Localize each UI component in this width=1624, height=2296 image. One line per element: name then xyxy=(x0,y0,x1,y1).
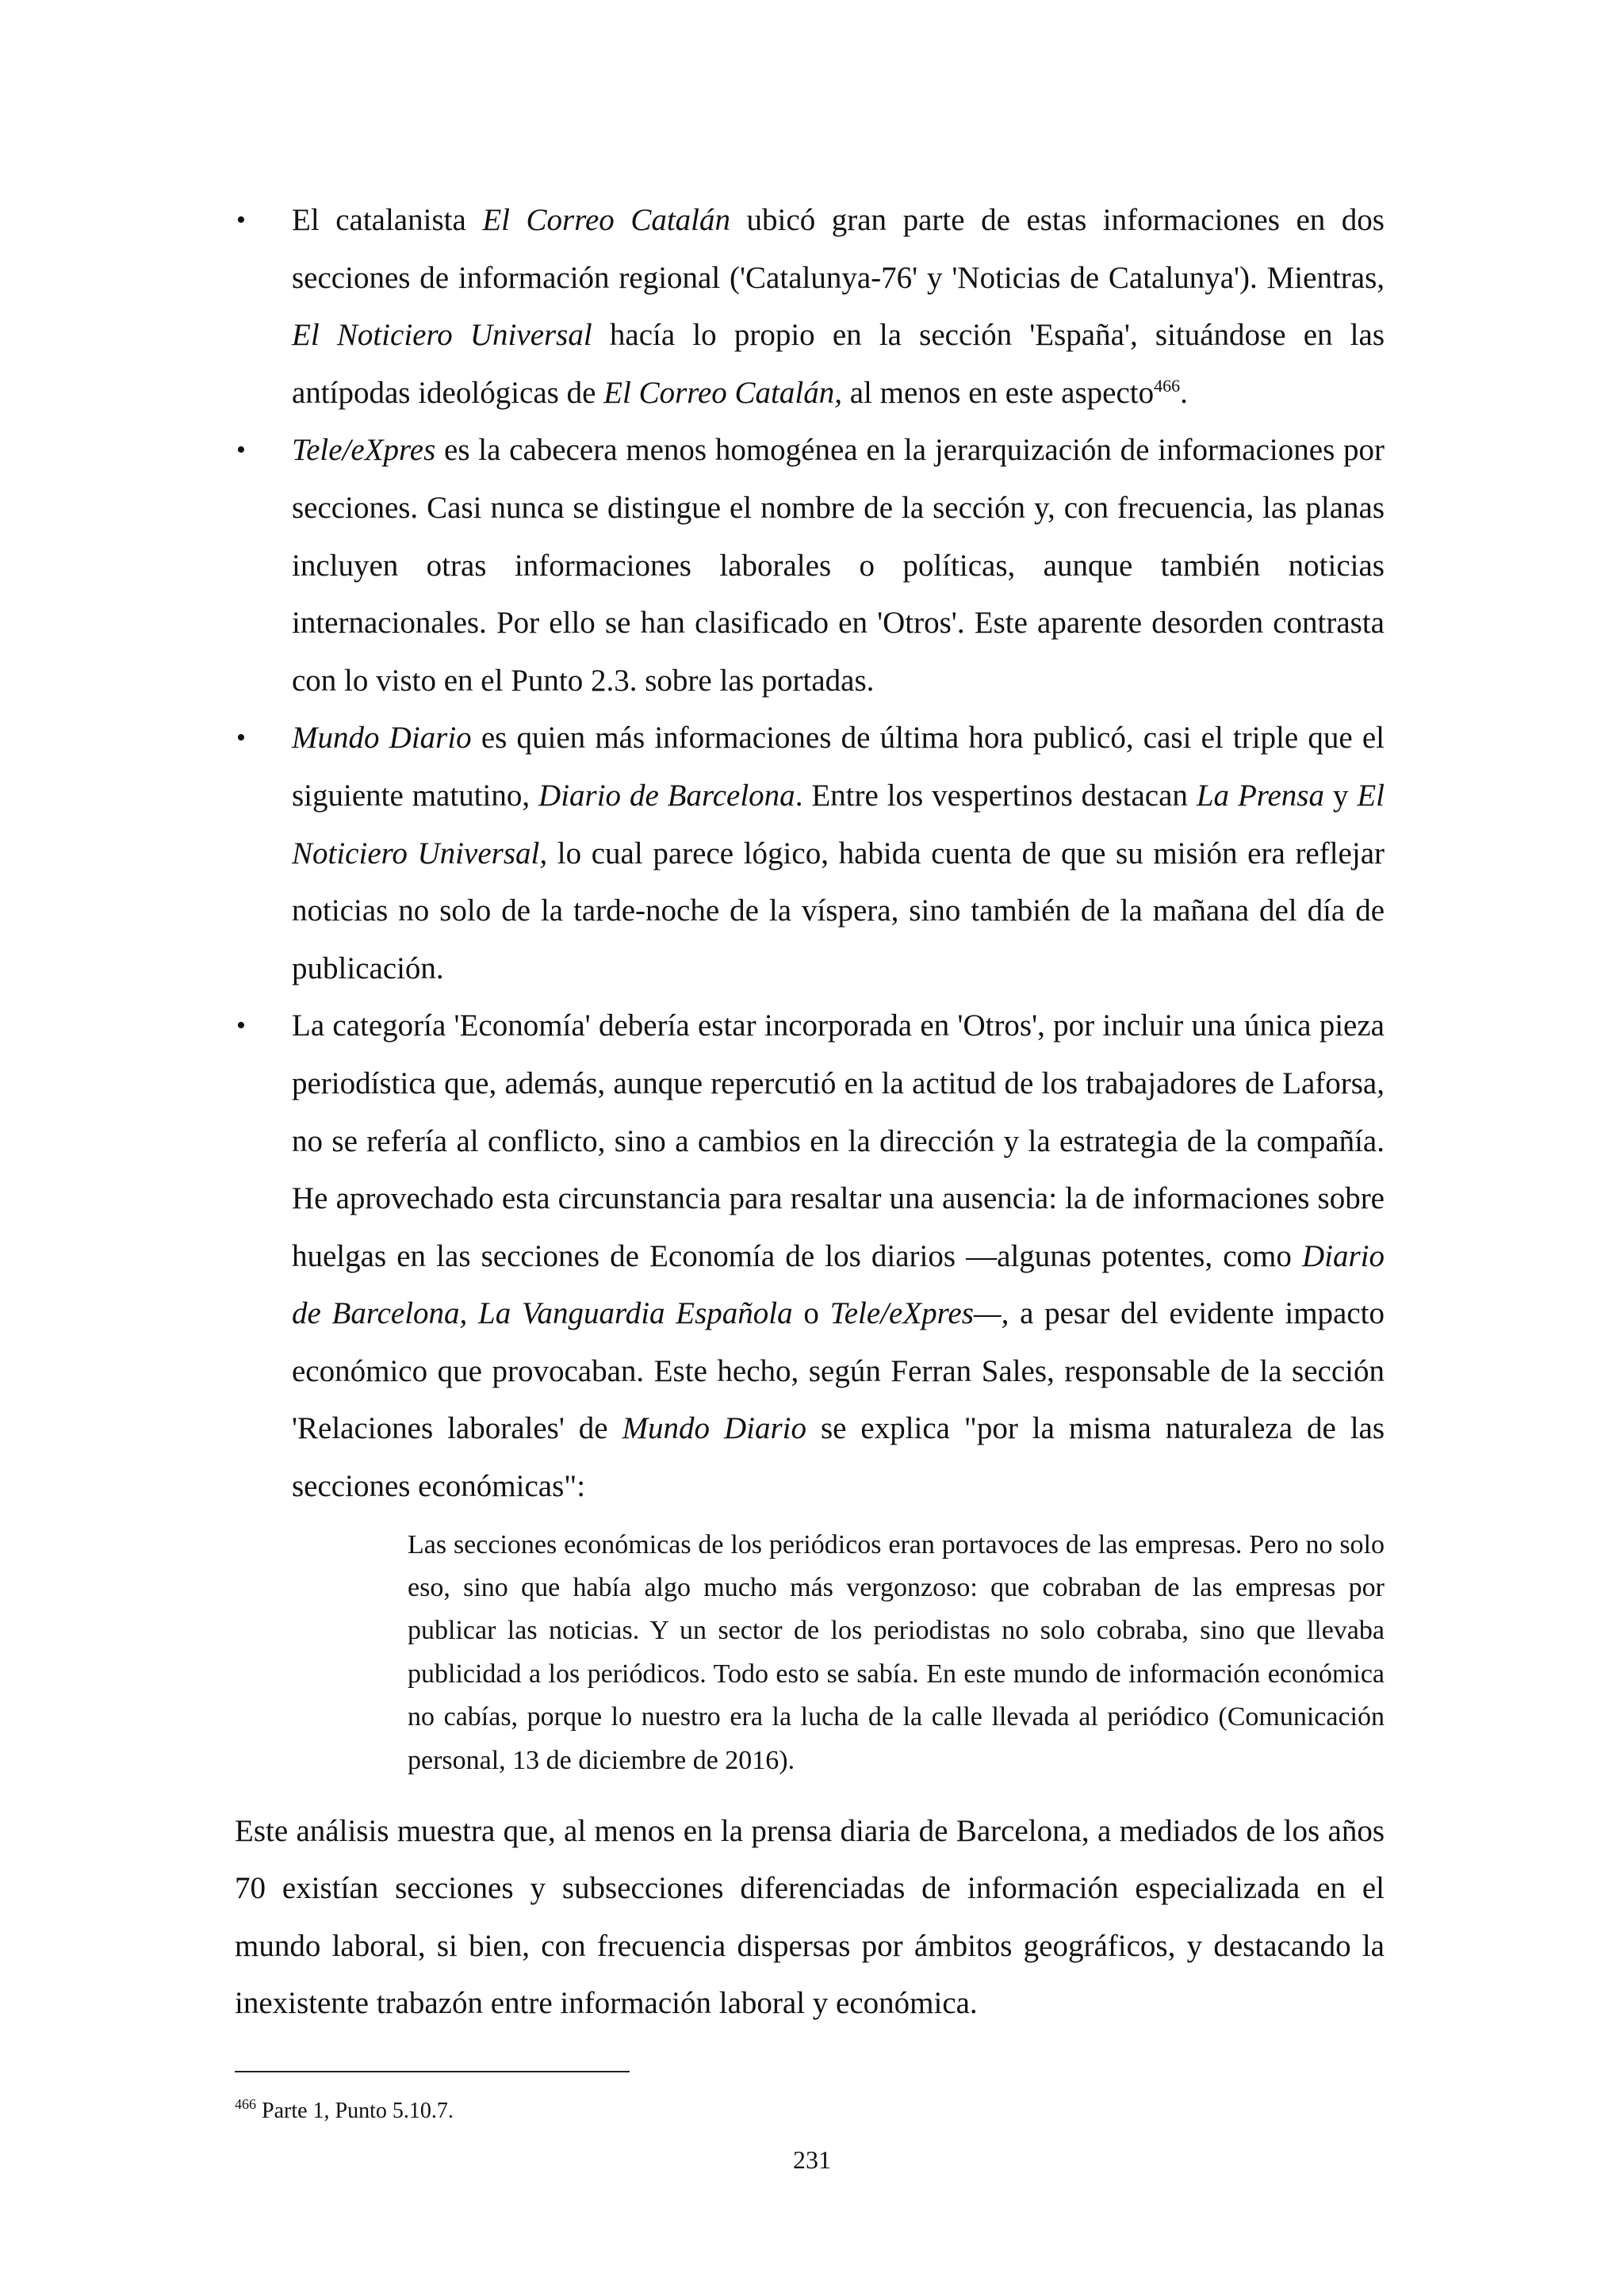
italic-run: El Noticiero Universal, xyxy=(292,778,1385,871)
text-run: . xyxy=(1180,375,1188,410)
italic-run: Diario de Barcelona, La Vanguardia Española xyxy=(292,1238,1385,1331)
footnote-separator xyxy=(235,2071,630,2072)
text-run: es quien más informaciones de última hora publicó, casi el triple que el siguiente matutino, xyxy=(292,721,1385,813)
bullet-marker: • xyxy=(236,723,246,753)
footnote-reference: 466 xyxy=(1154,375,1181,396)
footnote-number: 466 xyxy=(235,2096,256,2112)
italic-run: Mundo Diario xyxy=(292,721,472,756)
text-run: al menos en este aspecto xyxy=(841,375,1155,410)
text-run: hacía lo propio en la sección 'España', situándose en las antípodas ideológicas de xyxy=(292,318,1385,410)
text-run: La categoría 'Economía' debería estar incorporada en 'Otros', por incluir una única pieza periodística que, además, aunque repercutió en la actitud de los trabajadores de Laforsa, no se refería al conflicto, sino a cambios en la dirección y la estrategia de la compañía. He aprovechado esta circunstancia para resaltar una ausencia: la de informaciones sobre huelgas en las secciones de Economía de los diarios —algunas potentes, como xyxy=(292,1008,1385,1273)
bullet-text xyxy=(292,1008,1385,1503)
text-run: es la cabecera menos homogénea en la jerarquización de informaciones por secciones. Casi nunca se distingue el nombre de la sección y, con frecuencia, las planas incluyen otras informaciones laborales o políticas, aunque también noticias internacionales. Por ello se han clasificado en 'Otros'. Este aparente desorden contrasta con lo visto en el Punto 2.3. sobre las portadas. xyxy=(292,433,1385,698)
text-run: ubicó gran parte de estas informaciones en dos secciones de información regional ('Catalunya-76' y 'Noticias de Catalunya'). Mientras, xyxy=(292,203,1385,295)
italic-run: El Noticiero Universal xyxy=(292,318,592,353)
italic-run: El Correo Catalán, xyxy=(603,375,842,410)
bullet-item xyxy=(235,192,1385,422)
bullet-marker: • xyxy=(236,1011,246,1041)
text-run: . Entre los vespertinos destacan xyxy=(795,778,1197,813)
text-run: a pesar del evidente impacto económico que provocaban. Este hecho, según Ferran Sales, responsable de la sección 'Relaciones laborales' de xyxy=(292,1296,1385,1446)
block-quote: Las secciones económicas de los periódicos eran portavoces de las empresas. Pero no solo eso, sino que había algo mucho más vergonzoso: que cobraban de las empresas por publicar las noticias. Y un sector de los periodistas no solo cobraba, sino que llevaba publicidad a los periódicos. Todo esto se sabía. En este mundo de información económica no cabías, porque lo nuestro era la lucha de la calle llevada al periódico (Comunicación personal, 13 de diciembre de 2016). xyxy=(408,1529,1385,1775)
bullet-marker: • xyxy=(236,435,246,465)
bullet-item xyxy=(235,997,1385,1782)
italic-run: Tele/eXpres xyxy=(292,433,436,468)
italic-run: La Prensa xyxy=(1196,778,1324,813)
bullet-marker: • xyxy=(236,205,246,235)
text-run: se explica "por la misma naturaleza de las secciones económicas": xyxy=(292,1411,1385,1504)
italic-run: Tele/eXpres—, xyxy=(829,1296,1009,1331)
text-run: y xyxy=(1323,778,1358,813)
italic-run: Mundo Diario xyxy=(622,1411,807,1446)
italic-run: El Correo Catalán xyxy=(482,203,730,237)
text-run: El catalanista xyxy=(292,203,483,237)
italic-run: Diario de Barcelona xyxy=(538,778,795,813)
footnote-text: Parte 1, Punto 5.10.7. xyxy=(256,2099,454,2123)
bullet-text xyxy=(292,203,1385,410)
footnote xyxy=(235,2088,454,2127)
bullet-item xyxy=(235,422,1385,710)
bullet-list xyxy=(235,192,1385,1782)
bullet-item xyxy=(235,710,1385,997)
bullet-text xyxy=(292,721,1385,985)
bullet-text xyxy=(292,433,1385,697)
text-run: lo cual parece lógico, habida cuenta de que su misión era reflejar noticias no solo de la tarde-noche de la víspera, sino también de la mañana del día de publicación. xyxy=(292,836,1385,985)
text-run: o xyxy=(792,1296,830,1331)
conclusion-paragraph: Este análisis muestra que, al menos en la prensa diaria de Barcelona, a mediados de los años 70 existían secciones y subsecciones diferenciadas de información especializada en el mundo laboral, si bien, con frecuencia dispersas por ámbitos geográficos, y destacando la inexistente trabazón entre información laboral y económica. xyxy=(235,1814,1385,2021)
page-number: 231 xyxy=(793,2145,831,2174)
